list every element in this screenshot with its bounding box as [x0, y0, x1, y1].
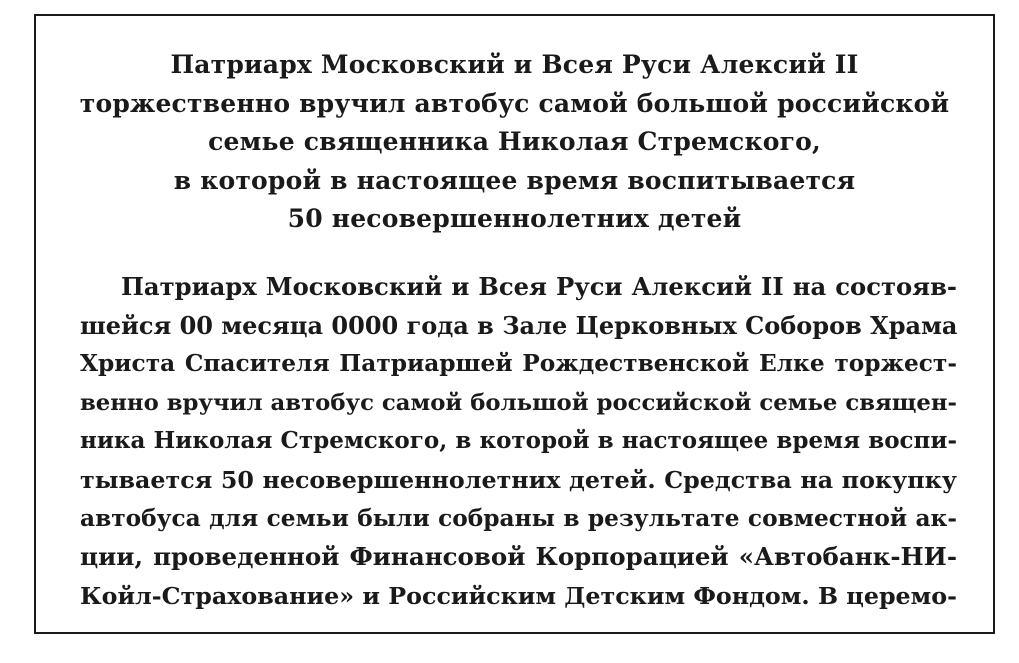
headline-line: семье священника Николая Стремского,: [208, 127, 821, 156]
article-body: [36, 268, 993, 615]
headline-line: Патриарх Московский и Всея Руси Алексий II: [170, 50, 859, 79]
article-line: ции, проведенной Финансовой Корпорацией «Автобанк-НИ-: [80, 542, 957, 572]
headline-line: в которой в настоящее время воспитывается: [173, 165, 856, 195]
article-line: венно вручил автобус самой большой российской семье священ-: [80, 389, 957, 416]
article-line: тывается 50 несовершеннолетних детей. Средства на покупку: [80, 465, 957, 494]
article-line: шейся 00 месяца 0000 года в Зале Церковных Соборов Храма: [80, 310, 958, 340]
article-line: автобуса для семьи были собраны в результате совместной ак-: [80, 504, 957, 532]
article-line: ника Николая Стремского, в которой в настоящее время воспи-: [80, 427, 957, 455]
article-line: Христа Спасителя Патриаршей Рождественской Елке торжест-: [80, 350, 957, 378]
headline-line: торжественно вручил автобус самой большой российской: [79, 88, 950, 118]
bordered-text-frame: [34, 14, 995, 634]
article-line: Койл-Страхование» и Российским Детским Фондом. В церемо-: [80, 581, 957, 610]
headline-line: 50 несовершеннолетних детей: [287, 204, 742, 233]
article-line: Патриарх Московский и Всея Руси Алексий II на состояв-: [121, 272, 957, 301]
headline: [36, 46, 993, 239]
